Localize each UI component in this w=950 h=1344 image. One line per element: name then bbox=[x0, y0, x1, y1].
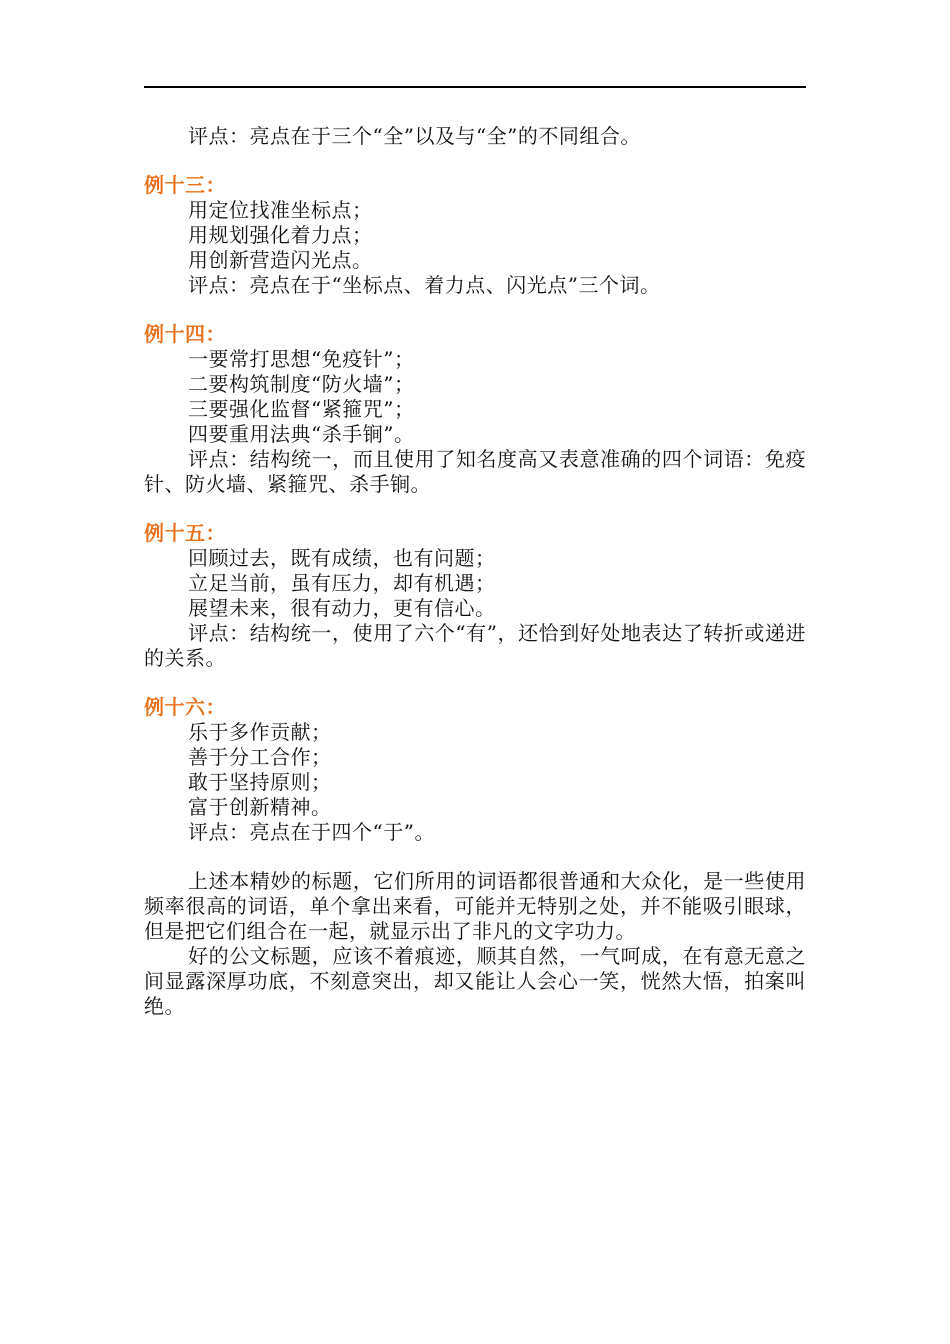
example-line: 用创新营造闪光点。 bbox=[188, 248, 373, 272]
closing-paragraph: 好的公文标题，应该不着痕迹，顺其自然，一气呵成，在有意无意之间显露深厚功底，不刻意突出，却又能让人会心一笑，恍然大悟，拍案叫绝。 bbox=[144, 944, 806, 1018]
example-heading: 例十五： bbox=[144, 521, 226, 545]
example-heading: 例十三： bbox=[144, 173, 226, 197]
intro-comment: 评点：亮点在于三个“全”以及与“全”的不同组合。 bbox=[188, 124, 641, 148]
example-line: 二要构筑制度“防火墙”； bbox=[188, 372, 415, 396]
example-15 bbox=[144, 521, 806, 671]
example-comment: 评点：结构统一，而且使用了知名度高又表意准确的四个词语：免疫针、防火墙、紧箍咒、杀手锏。 bbox=[144, 447, 806, 496]
example-heading: 例十四： bbox=[144, 322, 226, 346]
example-comment: 评点：亮点在于四个“于”。 bbox=[188, 820, 435, 844]
example-line: 回顾过去，既有成绩，也有问题； bbox=[188, 546, 496, 570]
example-line: 乐于多作贡献； bbox=[188, 720, 332, 744]
example-line: 敢于坚持原则； bbox=[188, 770, 332, 794]
example-comment: 评点：亮点在于“坐标点、着力点、闪光点”三个词。 bbox=[188, 273, 661, 297]
example-line: 展望未来，很有动力，更有信心。 bbox=[188, 596, 496, 620]
header-rule bbox=[144, 86, 806, 88]
example-line: 四要重用法典“杀手锏”。 bbox=[188, 422, 415, 446]
example-comment: 评点：结构统一，使用了六个“有”，还恰到好处地表达了转折或递进的关系。 bbox=[144, 621, 806, 670]
example-line: 富于创新精神。 bbox=[188, 795, 332, 819]
example-line: 用规划强化着力点； bbox=[188, 223, 373, 247]
closing-paragraphs bbox=[144, 869, 806, 1019]
example-16 bbox=[144, 695, 806, 845]
closing-paragraph: 上述本精妙的标题，它们所用的词语都很普通和大众化，是一些使用频率很高的词语，单个拿出来看，可能并无特别之处，并不能吸引眼球，但是把它们组合在一起，就显示出了非凡的文字功力。 bbox=[144, 869, 806, 943]
example-14 bbox=[144, 322, 806, 497]
example-line: 善于分工合作； bbox=[188, 745, 332, 769]
example-line: 立足当前，虽有压力，却有机遇； bbox=[188, 571, 496, 595]
example-line: 用定位找准坐标点； bbox=[188, 198, 373, 222]
example-line: 一要常打思想“免疫针”； bbox=[188, 347, 415, 371]
example-line: 三要强化监督“紧箍咒”； bbox=[188, 397, 415, 421]
document-body bbox=[144, 124, 806, 1019]
example-heading: 例十六： bbox=[144, 695, 226, 719]
example-13 bbox=[144, 173, 806, 298]
